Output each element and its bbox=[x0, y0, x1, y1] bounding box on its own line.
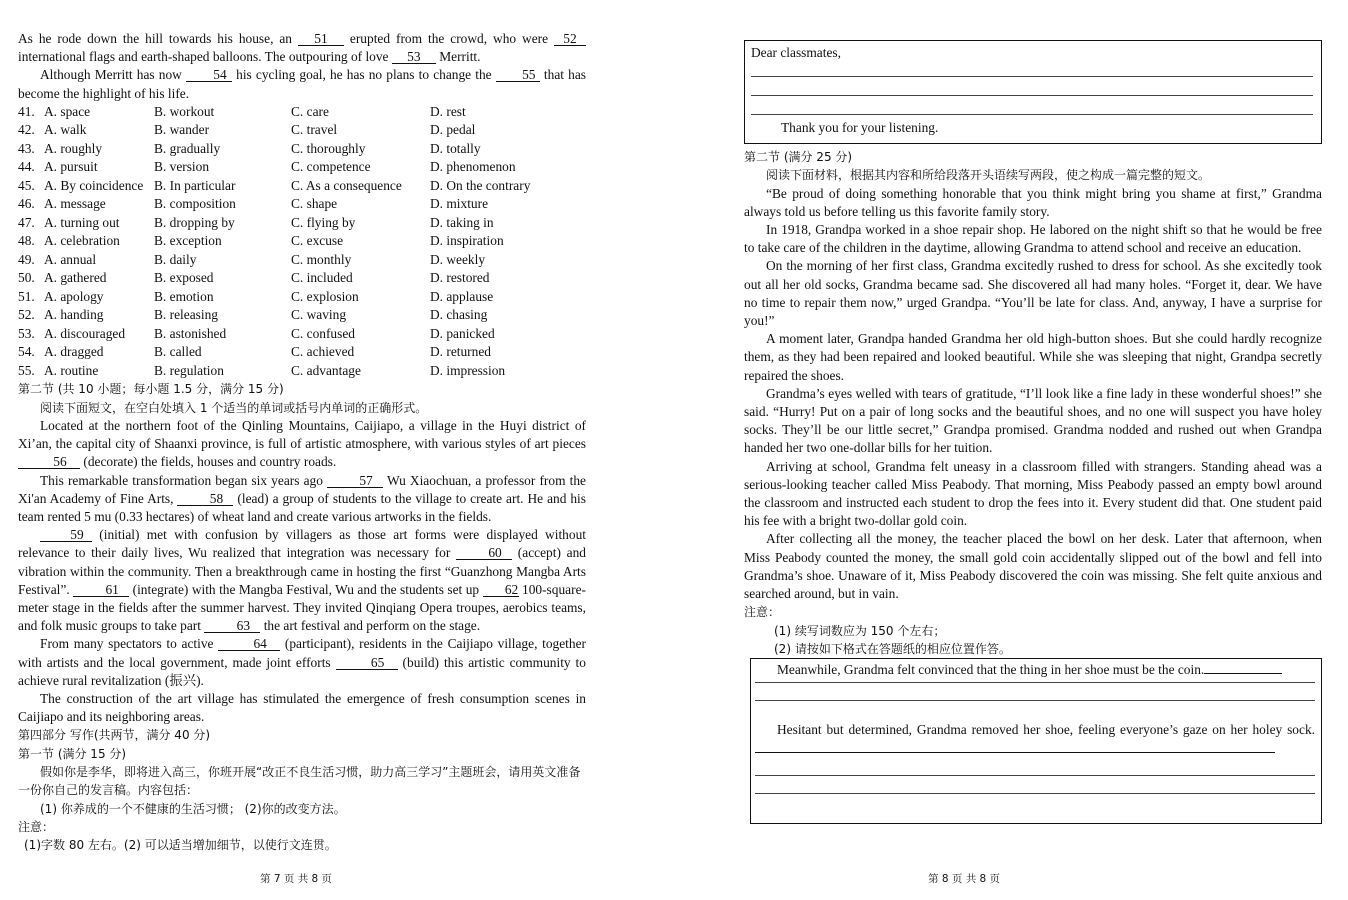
option-c: C. explosion bbox=[291, 288, 359, 304]
story-paragraph: A moment later, Grandpa handed Grandma her old high-button shoes. But she could hardly recognize them, as they had been repaired and looked beautiful. While she was sleeping that night, Grandpa secretly repaired the shoes. bbox=[744, 331, 1322, 383]
blank-51: 51 bbox=[298, 32, 344, 46]
option-row bbox=[18, 269, 586, 288]
option-a: A. turning out bbox=[44, 214, 120, 230]
letter-closing: Thank you for your listening. bbox=[781, 120, 939, 136]
option-b: B. emotion bbox=[154, 288, 214, 304]
option-b: B. called bbox=[154, 344, 202, 360]
option-a: A. pursuit bbox=[44, 159, 98, 175]
right-page bbox=[674, 0, 1348, 900]
writing-line bbox=[751, 114, 1313, 115]
option-row bbox=[18, 251, 586, 270]
story-paragraph: “Be proud of doing something honorable that you think might bring you shame at first,” Grandma always told us before telling us this favorite family story. bbox=[744, 185, 1322, 219]
story-paragraph: Arriving at school, Grandma felt uneasy in a classroom filled with strangers. Standing ahead was a serious-looking teacher called Miss Peabody. That morning, Miss Peabody passed an empty bowl around the classroom and instructed each student to drop the fees into it. Every student did that. One student paid his fee with a bright two-dollar gold coin. bbox=[744, 458, 1322, 529]
option-row bbox=[18, 306, 586, 325]
passage-text: Although Merritt has now bbox=[40, 67, 182, 83]
passage-text: (lead) a group of students to the village to create art. He and his team rented 5 mu (0.33 hectares) of wheat land and create various artworks in the fields. bbox=[18, 490, 586, 524]
passage-text: (initial) met with confusion by villagers as those art forms were displayed without relevance to their daily lives, Wu realized that integration was necessary for bbox=[18, 527, 586, 561]
option-c: C. achieved bbox=[291, 344, 355, 360]
passage-text: his cycling goal, he has no plans to change the bbox=[236, 67, 492, 83]
blank-54: 54 bbox=[186, 68, 232, 82]
option-c: C. advantage bbox=[291, 362, 361, 378]
blank-58: 58 bbox=[177, 492, 233, 506]
story-paragraph: After collecting all the money, the teacher placed the bowl on her desk. Later that afternoon, when Miss Peabody counted the money, the small gold coin accidentally slipped out of the bowl and fell into Grandma’s shoe. Unaware of it, Miss Peabody discovered the coin was missing. She felt quite anxious and searched around, but in vain. bbox=[744, 531, 1322, 602]
option-d: D. impression bbox=[430, 362, 506, 378]
passage-text: (accept) and vibration within the community. Then a breakthrough came in hosting the first “Guanzhong Mangba Arts Festival”. bbox=[18, 545, 586, 597]
note-label: 注意： bbox=[744, 605, 781, 620]
option-d: D. restored bbox=[430, 270, 490, 286]
blank-57: 57 bbox=[327, 474, 383, 488]
option-row bbox=[18, 103, 586, 122]
blank-64: 64 bbox=[218, 637, 280, 651]
option-a: A. gathered bbox=[44, 270, 107, 286]
option-b: B. workout bbox=[154, 103, 215, 119]
letter-greeting: Dear classmates, bbox=[751, 45, 841, 60]
writing-line bbox=[751, 76, 1313, 77]
start-sentence-2: Hesitant but determined, Grandma removed her shoe, feeling everyone’s gaze on her holey sock. bbox=[777, 722, 1315, 738]
blank-55: 55 bbox=[496, 68, 540, 82]
option-b: B. dropping by bbox=[154, 214, 235, 230]
option-a: A. celebration bbox=[44, 233, 120, 249]
option-a: A. discouraged bbox=[44, 325, 126, 341]
option-a: A. space bbox=[44, 103, 91, 119]
grammar-paragraph-5: The construction of the art village has stimulated the emergence of fresh consumption scenes in Caijiapo and its neighboring areas. bbox=[18, 690, 586, 725]
passage-text: Wu Xiaochuan, a professor from the Xi'an Academy of Fine Arts, bbox=[18, 472, 586, 506]
story-paragraph: Grandma’s eyes welled with tears of gratitude, “I’ll look like a fine lady in these wonderful shoes!” she said. “Hurry! Put on a pair of long socks and the beautiful shoes, and no one will suspect you have holey socks. They’ll be our little secret,” Grandpa promised. Grandma nodded and rushed out when Grandpa handed her two one-dollar bills for her tuition. bbox=[744, 385, 1322, 456]
option-b: B. astonished bbox=[154, 325, 227, 341]
cloze-passage-last-paragraph bbox=[18, 66, 586, 102]
blank-63: 63 bbox=[204, 619, 260, 633]
option-b: B. regulation bbox=[154, 362, 224, 378]
grammar-paragraph-3 bbox=[18, 526, 586, 635]
option-c: C. confused bbox=[291, 325, 355, 341]
option-b: B. wander bbox=[154, 122, 210, 138]
writing-blank bbox=[1204, 673, 1282, 674]
option-a: A. annual bbox=[44, 251, 97, 267]
option-d: D. totally bbox=[430, 140, 481, 156]
option-b: B. gradually bbox=[154, 140, 221, 156]
option-num: 52. bbox=[18, 307, 35, 323]
writing-line bbox=[755, 700, 1315, 701]
option-c: C. excuse bbox=[291, 233, 344, 249]
option-c: C. included bbox=[291, 270, 353, 286]
option-num: 51. bbox=[18, 288, 35, 304]
option-row bbox=[18, 214, 586, 233]
option-d: D. chasing bbox=[430, 307, 488, 323]
option-a: A. apology bbox=[44, 288, 104, 304]
option-a: A. handing bbox=[44, 307, 104, 323]
grammar-paragraph-4 bbox=[18, 635, 586, 690]
blank-61: 61 bbox=[73, 583, 129, 597]
option-a: A. routine bbox=[44, 362, 99, 378]
option-d: D. On the contrary bbox=[430, 177, 531, 193]
passage-text: This remarkable transformation began six years ago bbox=[40, 472, 323, 488]
option-row bbox=[18, 158, 586, 177]
option-num: 48. bbox=[18, 233, 35, 249]
page-number: 第 7 页 共 8 页 bbox=[260, 873, 333, 885]
option-row bbox=[18, 140, 586, 159]
cloze-passage-ending bbox=[18, 30, 586, 66]
option-a: A. walk bbox=[44, 122, 87, 138]
option-d: D. weekly bbox=[430, 251, 486, 267]
writing-line bbox=[751, 95, 1313, 96]
option-row bbox=[18, 195, 586, 214]
option-a: A. roughly bbox=[44, 140, 103, 156]
passage-text: 100-square-meter stage in the fields after the summer harvest. They invited Qinqiang Opera troupes, aerobics teams, and folk music groups to take part bbox=[18, 581, 586, 634]
option-c: C. care bbox=[291, 103, 329, 119]
section2-heading: 第二节 (满分 25 分) bbox=[744, 150, 853, 164]
option-num: 54. bbox=[18, 344, 35, 360]
option-a: A. message bbox=[44, 196, 106, 212]
blank-52: 52 bbox=[554, 32, 586, 46]
writing-line bbox=[755, 775, 1315, 776]
option-c: C. waving bbox=[291, 307, 347, 323]
option-b: B. version bbox=[154, 159, 210, 175]
passage-text: As he rode down the hill towards his house, an bbox=[18, 31, 292, 46]
blank-53: 53 bbox=[392, 50, 436, 64]
option-d: D. rest bbox=[430, 103, 466, 119]
option-b: B. releasing bbox=[154, 307, 218, 323]
passage-text: (build) this artistic community to achieve rural revitalization (振兴). bbox=[18, 654, 586, 688]
cloze-options bbox=[18, 103, 586, 381]
option-c: C. competence bbox=[291, 159, 371, 175]
option-num: 41. bbox=[18, 103, 35, 119]
paragraph-start-2 bbox=[755, 721, 1315, 757]
option-d: D. pedal bbox=[430, 122, 476, 138]
section2-instruction: 阅读下面材料，根据其内容和所给段落开头语续写两段，使之构成一篇完整的短文。 bbox=[766, 168, 1211, 183]
note-text: (1)字数 80 左右。(2) 可以适当增加细节，以使行文连贯。 bbox=[24, 838, 337, 853]
letter-answer-box bbox=[744, 40, 1322, 144]
continuation-answer-box bbox=[750, 658, 1322, 824]
grammar-paragraph-2 bbox=[18, 472, 586, 527]
option-a: A. By coincidence bbox=[44, 177, 144, 193]
option-num: 50. bbox=[18, 270, 35, 286]
story-paragraph: In 1918, Grandpa worked in a shoe repair shop. He labored on the night shift so that he would be free to take care of the children in the daytime, allowing Grandma to attend school and receive an education. bbox=[744, 222, 1322, 256]
start-sentence-1: Meanwhile, Grandma felt convinced that the thing in her shoe must be the coin. bbox=[777, 662, 1205, 678]
paragraph-start-1 bbox=[755, 661, 1315, 679]
writing-section1-prompt: 假如你是李华，即将进入高三，你班开展“改正不良生活习惯，助力高三学习”主题班会，请用英文准备一份你自己的发言稿。内容包括： bbox=[18, 764, 581, 798]
option-b: B. daily bbox=[154, 251, 197, 267]
option-d: D. phenomenon bbox=[430, 159, 516, 175]
section2-instruction: 阅读下面短文，在空白处填入 1 个适当的单词或括号内单词的正确形式。 bbox=[40, 400, 428, 415]
writing-line bbox=[755, 793, 1315, 794]
option-b: B. exposed bbox=[154, 270, 214, 286]
part4-heading: 第四部分 写作(共两节，满分 40 分) bbox=[18, 728, 211, 743]
section2-heading: 第二节 (共 10 小题；每小题 1.5 分，满分 15 分) bbox=[18, 382, 284, 397]
option-b: B. composition bbox=[154, 196, 236, 212]
option-num: 49. bbox=[18, 251, 35, 267]
option-d: D. panicked bbox=[430, 325, 495, 341]
option-d: D. mixture bbox=[430, 196, 489, 212]
note-label: 注意： bbox=[18, 819, 55, 834]
option-c: C. thoroughly bbox=[291, 140, 366, 156]
passage-text: Located at the northern foot of the Qinling Mountains, Caijiapo, a village in the Huyi district of Xi’an, the capital city of Shaanxi province, is full of artistic atmosphere, with various styles of art pieces bbox=[18, 417, 586, 452]
option-num: 44. bbox=[18, 159, 35, 175]
passage-text: that has become the highlight of his life. bbox=[18, 67, 586, 101]
blank-56: 56 bbox=[18, 455, 80, 469]
option-d: D. taking in bbox=[430, 214, 494, 230]
option-c: C. monthly bbox=[291, 251, 352, 267]
passage-text: (participant), residents in the Caijiapo village, together with artists and the local government, made joint efforts bbox=[18, 636, 586, 670]
option-b: B. In particular bbox=[154, 177, 236, 193]
option-c: C. shape bbox=[291, 196, 338, 212]
option-b: B. exception bbox=[154, 233, 222, 249]
writing-section1-heading: 第一节 (满分 15 分) bbox=[18, 746, 127, 761]
blank-59: 59 bbox=[40, 528, 92, 542]
writing-line bbox=[755, 682, 1315, 683]
story-paragraph: On the morning of her first class, Grandma excitedly rushed to dress for school. As she excitedly took out all her old socks, Grandma became sad. She discovered all had many holes. “Forget it, dear. We have no time to repair them now,” urged Grandpa. “You’ll be late for class. And, anyway, I have a surprise for you!” bbox=[744, 258, 1322, 329]
option-c: C. flying by bbox=[291, 214, 356, 230]
option-num: 42. bbox=[18, 122, 35, 138]
option-row bbox=[18, 343, 586, 362]
option-row bbox=[18, 325, 586, 344]
story-passage bbox=[744, 185, 1322, 604]
passage-text: (integrate) with the Mangba Festival, Wu and the students set up bbox=[132, 581, 480, 597]
note-2: (2) 请按如下格式在答题纸的相应位置作答。 bbox=[774, 641, 1011, 656]
option-row bbox=[18, 121, 586, 140]
option-num: 45. bbox=[18, 177, 35, 193]
option-d: D. applause bbox=[430, 288, 494, 304]
passage-text: erupted from the crowd, who were bbox=[349, 31, 549, 46]
option-c: C. As a consequence bbox=[291, 177, 402, 193]
option-a: A. dragged bbox=[44, 344, 104, 360]
passage-text: Merritt. bbox=[439, 49, 481, 65]
option-row bbox=[18, 177, 586, 196]
option-row bbox=[18, 362, 586, 381]
note-1: (1) 续写词数应为 150 个左右； bbox=[774, 623, 946, 638]
writing-section1-points: (1) 你养成的一个不健康的生活习惯； (2)你的改变方法。 bbox=[40, 801, 346, 816]
passage-text: From many spectators to active bbox=[40, 636, 214, 652]
option-c: C. travel bbox=[291, 122, 338, 138]
page-number: 第 8 页 共 8 页 bbox=[928, 873, 1001, 885]
passage-text: the art festival and perform on the stage. bbox=[263, 618, 481, 634]
writing-blank bbox=[755, 752, 1275, 753]
blank-62: 62 bbox=[483, 583, 519, 597]
blank-65: 65 bbox=[336, 656, 398, 670]
grammar-paragraph-1 bbox=[18, 417, 586, 472]
option-num: 46. bbox=[18, 196, 35, 212]
option-num: 53. bbox=[18, 325, 35, 341]
passage-text: international flags and earth-shaped balloons. The outpouring of love bbox=[18, 49, 389, 65]
option-num: 55. bbox=[18, 362, 35, 378]
option-d: D. returned bbox=[430, 344, 491, 360]
passage-text: (decorate) the fields, houses and country roads. bbox=[83, 454, 337, 470]
option-d: D. inspiration bbox=[430, 233, 504, 249]
blank-60: 60 bbox=[456, 546, 512, 560]
option-row bbox=[18, 232, 586, 251]
option-num: 47. bbox=[18, 214, 35, 230]
option-num: 43. bbox=[18, 140, 35, 156]
option-row bbox=[18, 288, 586, 307]
